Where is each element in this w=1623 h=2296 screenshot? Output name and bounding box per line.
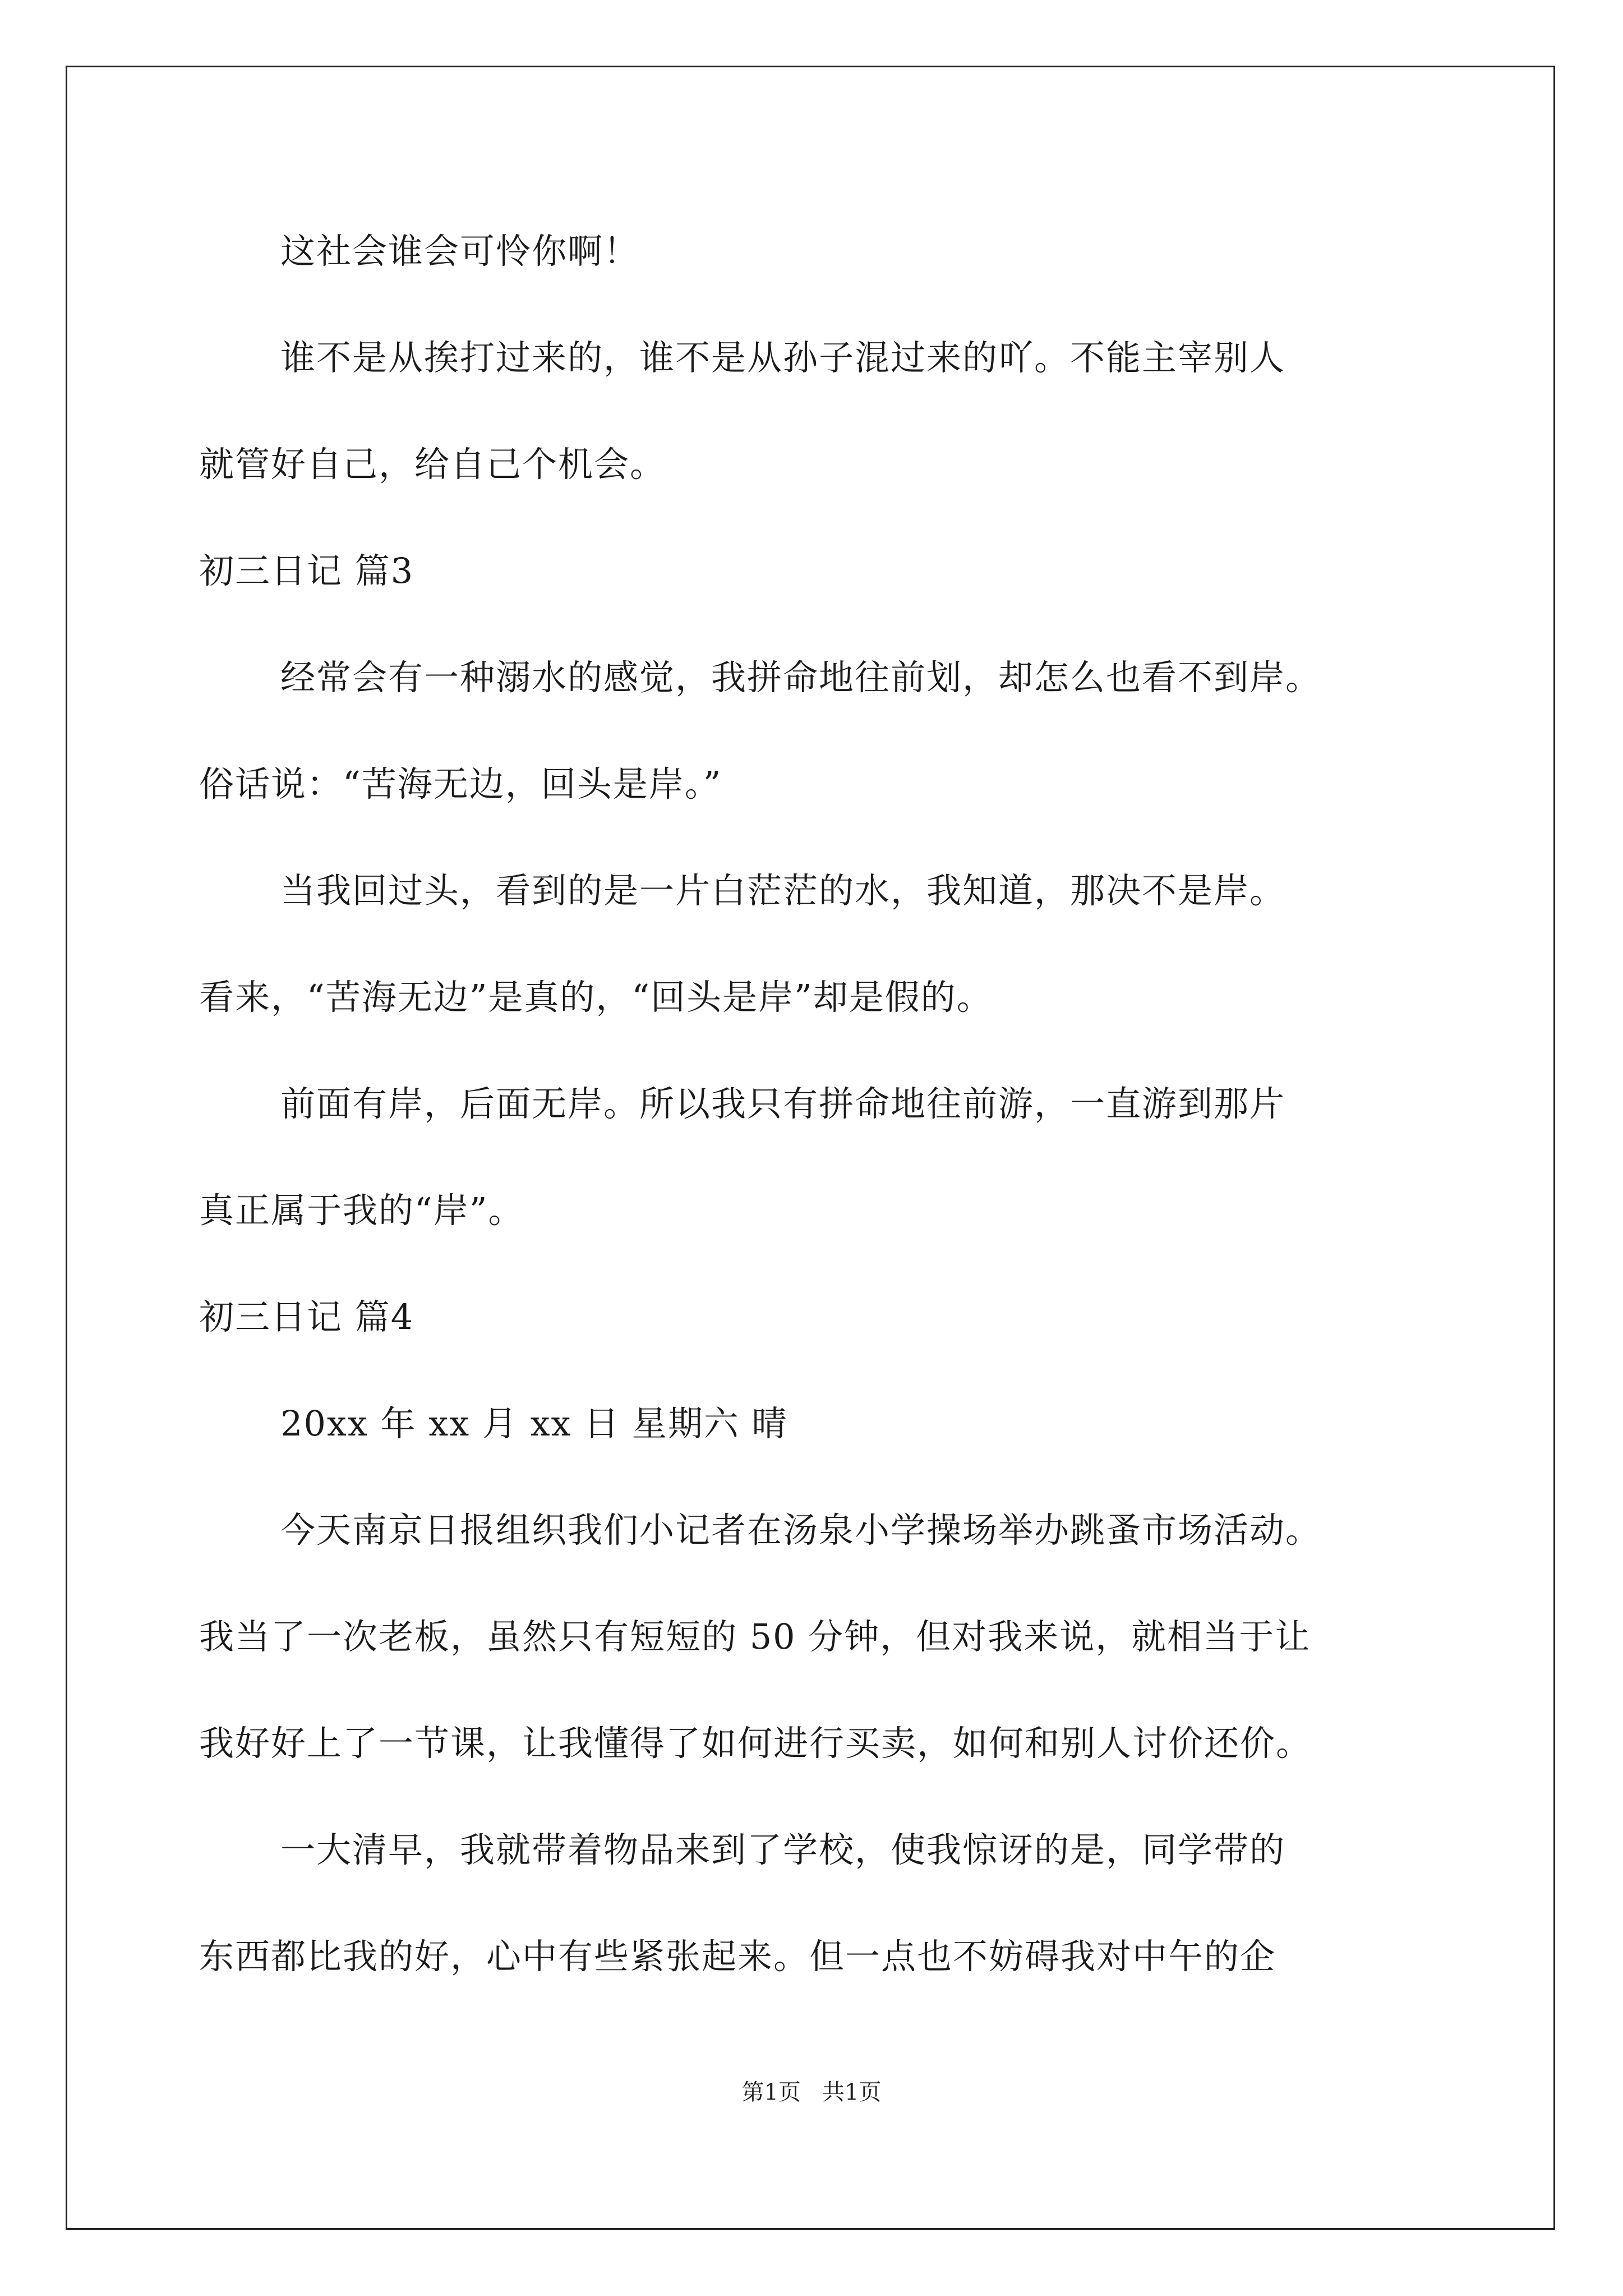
section-heading: 初三日记 篇3	[199, 550, 414, 591]
text-line: 我好好上了一节课，让我懂得了如何进行买卖，如何和别人讨价还价。	[199, 1723, 1312, 1764]
text-line: 俗话说：“苦海无边，回头是岸。”	[199, 763, 722, 804]
text-line: 当我回过头，看到的是一片白茫茫的水，我知道，那决不是岸。	[280, 870, 1286, 911]
text-line: 看来，“苦海无边”是真的，“回头是岸”却是假的。	[199, 977, 993, 1018]
section-heading: 初三日记 篇4	[199, 1296, 414, 1337]
text-line: 经常会有一种溺水的感觉，我拼命地往前划，却怎么也看不到岸。	[280, 657, 1322, 698]
text-line: 真正属于我的“岸”。	[199, 1190, 524, 1231]
page-footer: 第1页 共1页	[741, 2079, 882, 2105]
date-line: 20xx 年 xx 月 xx 日 星期六 晴	[280, 1403, 788, 1444]
text-line: 我当了一次老板，虽然只有短短的 50 分钟，但对我来说，就相当于让	[199, 1616, 1311, 1657]
text-line: 前面有岸，后面无岸。所以我只有拼命地往前游，一直游到那片	[280, 1083, 1286, 1124]
text-line: 谁不是从挨打过来的，谁不是从孙子混过来的吖。不能主宰别人	[280, 337, 1286, 378]
text-line: 一大清早，我就带着物品来到了学校，使我惊讶的是，同学带的	[280, 1829, 1286, 1870]
page-border	[66, 66, 1555, 2230]
text-line: 东西都比我的好，心中有些紧张起来。但一点也不妨碍我对中午的企	[199, 1936, 1276, 1977]
text-line: 就管好自己，给自己个机会。	[199, 444, 666, 485]
text-line: 这社会谁会可怜你啊！	[280, 231, 640, 272]
text-line: 今天南京日报组织我们小记者在汤泉小学操场举办跳蚤市场活动。	[280, 1510, 1322, 1550]
